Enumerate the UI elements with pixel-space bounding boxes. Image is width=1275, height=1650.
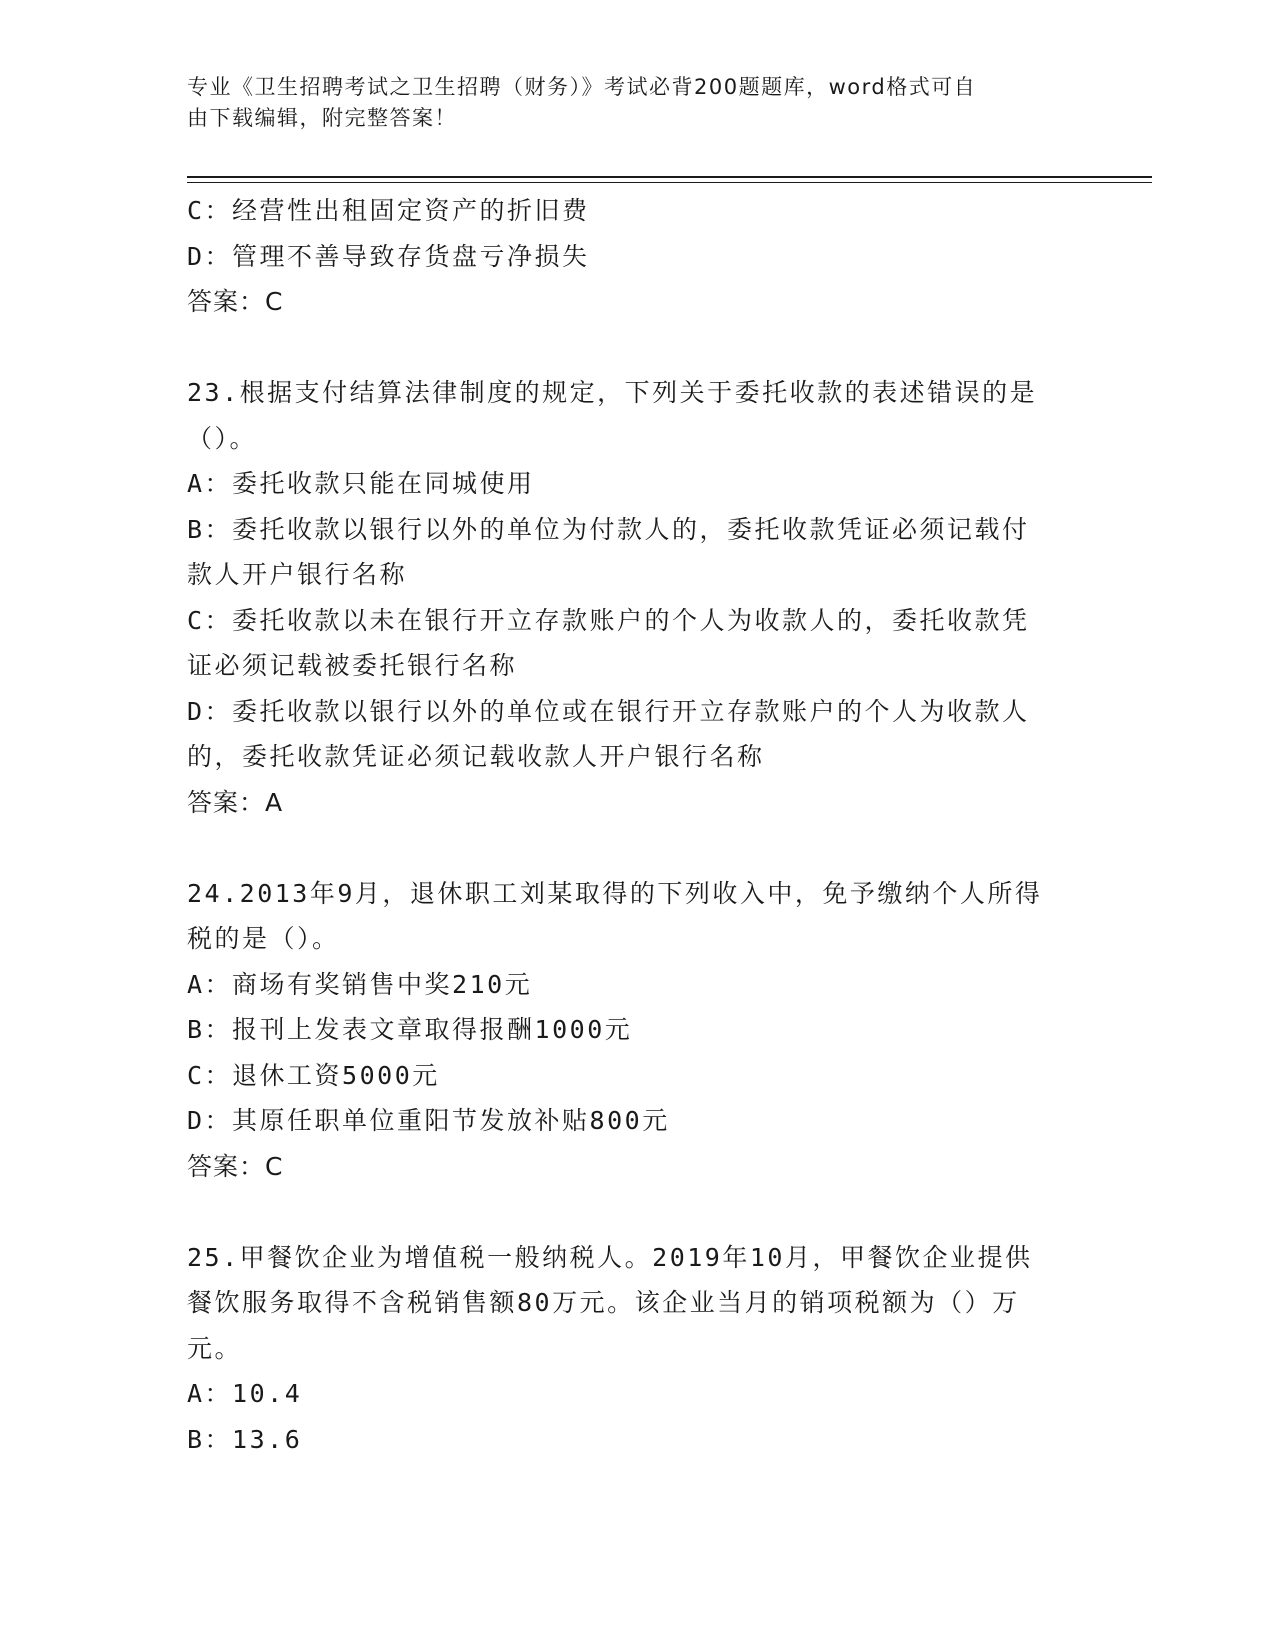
question-stem: 25.甲餐饮企业为增值税一般纳税人。2019年10月，甲餐饮企业提供 — [187, 1242, 1033, 1272]
question-stem-cont: 元。 — [187, 1333, 243, 1363]
answer: 答案：C — [187, 287, 284, 316]
header-divider-thick — [187, 176, 1152, 178]
option-b: B：13.6 — [187, 1424, 303, 1454]
option-b-cont: 款人开户银行名称 — [187, 560, 408, 589]
option-c: C：委托收款以未在银行开立存款账户的个人为收款人的，委托收款凭 — [187, 605, 1030, 635]
answer: 答案：C — [187, 1151, 284, 1181]
question-stem-cont: 餐饮服务取得不含税销售额80万元。该企业当月的销项税额为（）万 — [187, 1288, 1020, 1317]
header-line-1: 专业《卫生招聘考试之卫生招聘（财务）》考试必背200题题库，word格式可自 — [187, 75, 977, 99]
spacer — [187, 1189, 1077, 1235]
question-stem: 24.2013年9月，退休职工刘某取得的下列收入中，免予缴纳个人所得 — [187, 878, 1043, 908]
spacer — [187, 825, 1077, 871]
option-b: B：报刊上发表文章取得报酬1000元 — [187, 1015, 633, 1044]
answer: 答案：A — [187, 787, 284, 817]
option-c: C：经营性出租固定资产的折旧费 — [187, 196, 590, 225]
document-header — [187, 72, 1067, 134]
option-b: B：委托收款以银行以外的单位为付款人的，委托收款凭证必须记载付 — [187, 514, 1030, 544]
question-stem-cont: 税的是（）。 — [187, 924, 340, 953]
question-25 — [187, 1235, 1077, 1463]
option-d: D：其原任职单位重阳节发放补贴800元 — [187, 1106, 670, 1135]
option-a: A：商场有奖销售中奖210元 — [187, 969, 533, 999]
option-d: D：管理不善导致存货盘亏净损失 — [187, 241, 590, 271]
header-line-2: 由下载编辑，附完整答案！ — [187, 106, 457, 130]
question-23 — [187, 370, 1077, 825]
option-a: A：10.4 — [187, 1379, 303, 1408]
question-24 — [187, 871, 1077, 1190]
question-content — [187, 188, 1077, 1462]
question-stem: 23.根据支付结算法律制度的规定，下列关于委托收款的表述错误的是 — [187, 378, 1038, 407]
option-d-cont: 的，委托收款凭证必须记载收款人开户银行名称 — [187, 742, 765, 771]
previous-question-tail — [187, 188, 1077, 325]
option-c: C：退休工资5000元 — [187, 1060, 440, 1090]
question-stem-cont: （）。 — [187, 423, 258, 453]
header-divider-thin — [187, 182, 1152, 183]
option-c-cont: 证必须记载被委托银行名称 — [187, 651, 518, 680]
option-a: A：委托收款只能在同城使用 — [187, 469, 535, 498]
spacer — [187, 325, 1077, 371]
option-d: D：委托收款以银行以外的单位或在银行开立存款账户的个人为收款人 — [187, 696, 1030, 726]
